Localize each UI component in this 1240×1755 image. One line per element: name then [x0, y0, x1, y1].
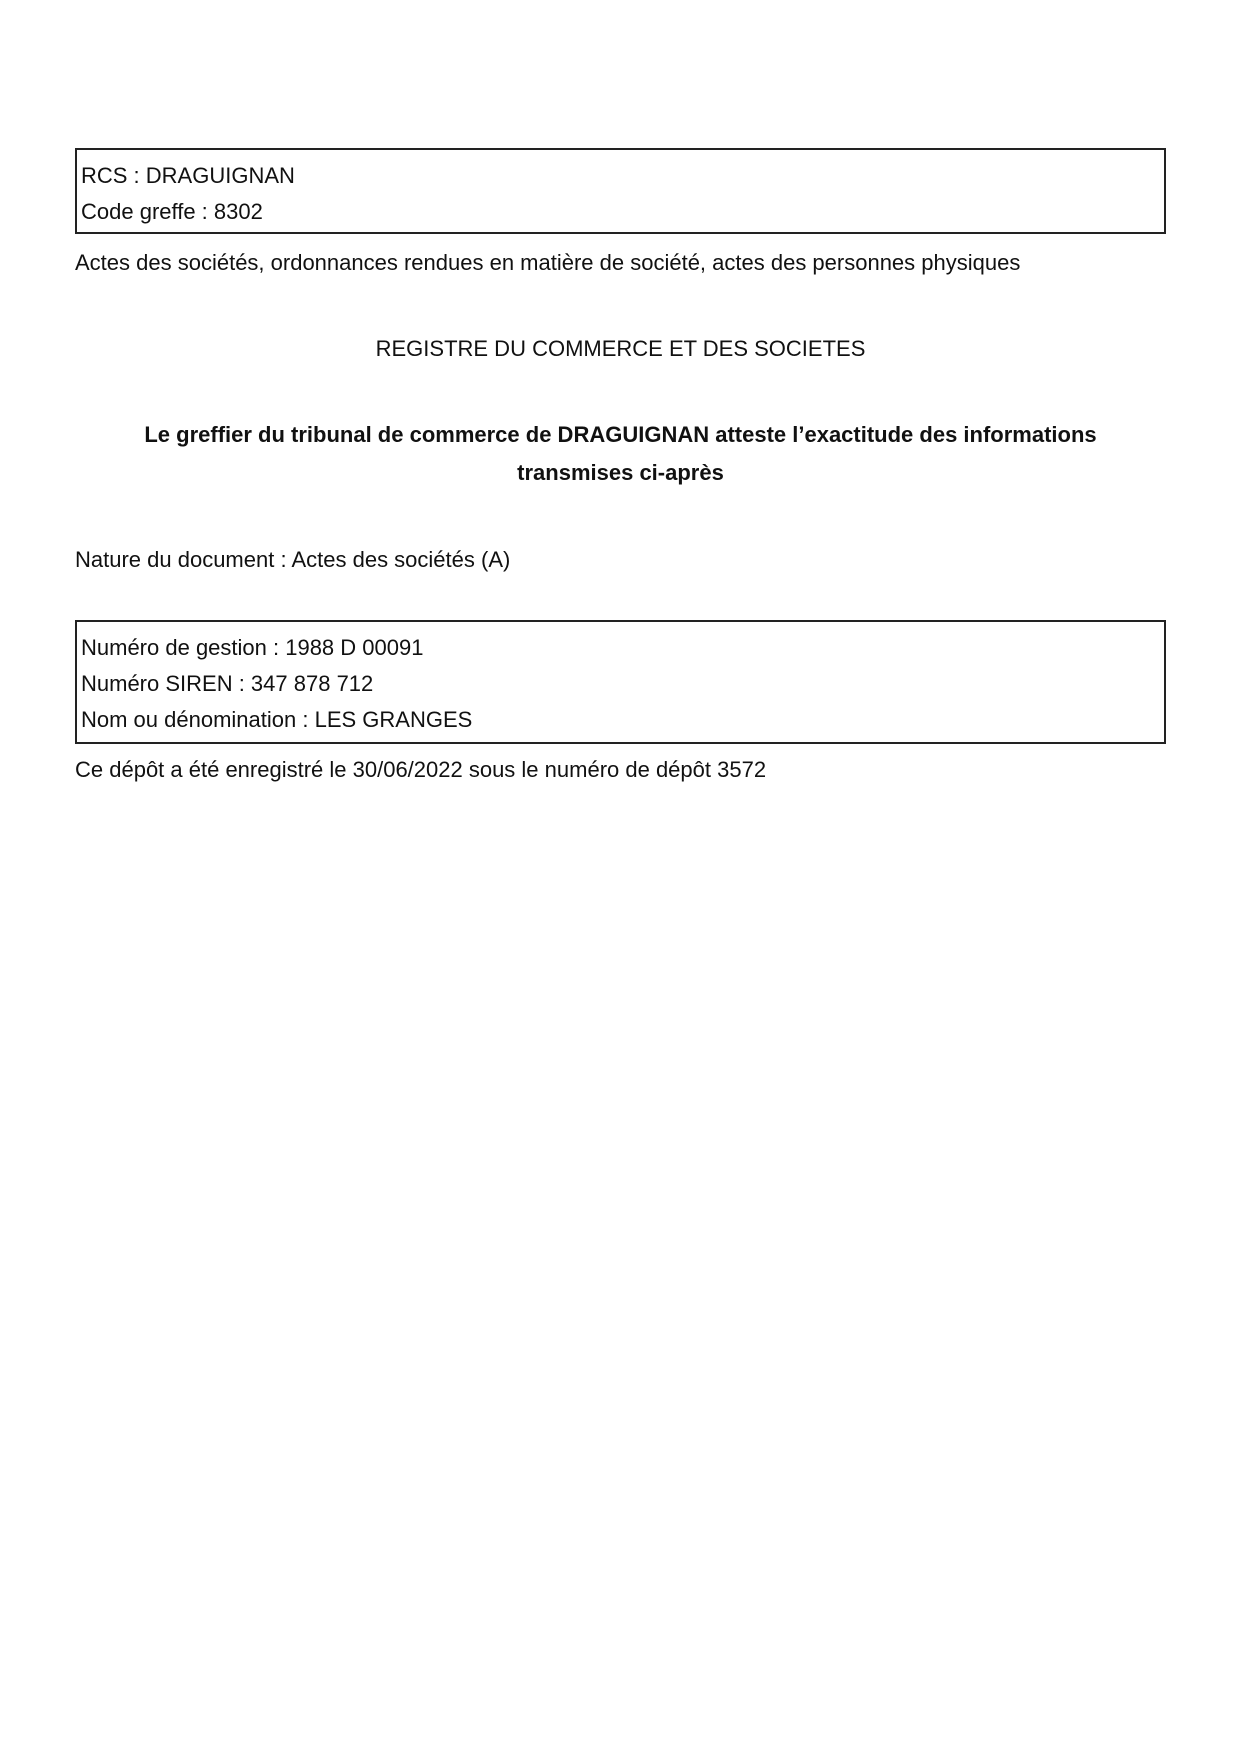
code-greffe-line: Code greffe : 8302 — [81, 199, 263, 224]
attestation-line-2: transmises ci-après — [517, 460, 724, 485]
denomination-line: Nom ou dénomination : LES GRANGES — [81, 707, 473, 732]
numero-siren-line: Numéro SIREN : 347 878 712 — [81, 671, 374, 696]
deposit-line: Ce dépôt a été enregistré le 30/06/2022 sous le numéro de dépôt 3572 — [75, 757, 767, 782]
numero-gestion-line: Numéro de gestion : 1988 D 00091 — [81, 635, 424, 660]
company-info-box — [75, 620, 1166, 744]
register-title: REGISTRE DU COMMERCE ET DES SOCIETES — [375, 336, 866, 361]
attestation-line-1: Le greffier du tribunal de commerce de DRAGUIGNAN atteste l’exactitude des informations — [144, 422, 1097, 447]
attestation-statement — [75, 416, 1166, 492]
category-line: Actes des sociétés, ordonnances rendues en matière de société, actes des personnes physiques — [75, 250, 1021, 275]
rcs-line: RCS : DRAGUIGNAN — [81, 163, 295, 188]
document-nature: Nature du document : Actes des sociétés (A) — [75, 547, 511, 572]
registry-info-box — [75, 148, 1166, 234]
